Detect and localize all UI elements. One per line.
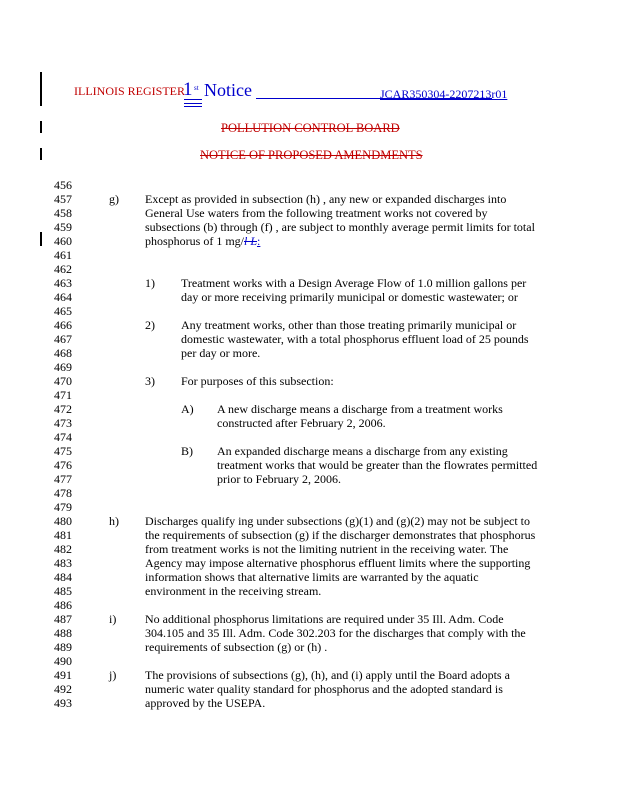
subsection-h-line: Agency may impose alternative phosphorus effluent limits where the supporting [145, 556, 531, 570]
subsection-g-line [145, 234, 260, 248]
item-a-line: A new discharge means a discharge from a treatment works [217, 402, 503, 416]
line-number: 480 [54, 514, 72, 528]
subsection-i-label: i) [109, 612, 117, 626]
item-2-line: domestic wastewater, with a total phosphorus effluent load of 25 pounds [181, 332, 529, 346]
line-number: 463 [54, 276, 72, 290]
item-2-line: Any treatment works, other than those treating primarily municipal or [181, 318, 517, 332]
line-number: 489 [54, 640, 72, 654]
subsection-h-label: h) [109, 514, 119, 528]
subsection-g-line: General Use waters from the following treatment works not covered by [145, 206, 488, 220]
line-number: 479 [54, 500, 72, 514]
line-number: 491 [54, 668, 72, 682]
subsection-h-line: information shows that alternative limits are warranted by the aquatic [145, 570, 479, 584]
line-number: 468 [54, 346, 72, 360]
line-number: 482 [54, 542, 72, 556]
subsection-j-line: The provisions of subsections (g), (h), and (i) apply until the Board adopts a [145, 668, 510, 682]
line-number: 475 [54, 444, 72, 458]
item-b-line: treatment works that would be greater than the flowrates permitted [217, 458, 538, 472]
line-number: 458 [54, 206, 72, 220]
subsection-g-label: g) [109, 192, 119, 206]
item-1-label: 1) [145, 276, 155, 290]
board-title: POLLUTION CONTROL BOARD [221, 121, 400, 135]
subsection-j-line: approved by the USEPA. [145, 696, 266, 710]
change-bar-board [40, 121, 42, 133]
line-number: 464 [54, 290, 72, 304]
subsection-g-line: subsections (b) through (f) , are subject to monthly average permit limits for total [145, 220, 535, 234]
item-a-line: constructed after February 2, 2006. [217, 416, 386, 430]
line-number: 457 [54, 192, 72, 206]
issue-number: 1 [183, 79, 193, 100]
item-2-line: per day or more. [181, 346, 261, 360]
line-number: 473 [54, 416, 72, 430]
line-number: 460 [54, 234, 72, 248]
notice-type-title: NOTICE OF PROPOSED AMENDMENTS [200, 148, 423, 162]
item-1-line: day or more receiving primarily municipal or domestic wastewater; or [181, 290, 518, 304]
line-number: 477 [54, 472, 72, 486]
line-number: 484 [54, 570, 72, 584]
subsection-h-line: environment in the receiving stream. [145, 584, 322, 598]
subsection-j-label: j) [109, 668, 117, 682]
line-number: 462 [54, 262, 72, 276]
line-number: 487 [54, 612, 72, 626]
inserted-unit-text: l L [244, 234, 258, 248]
line-number: 466 [54, 318, 72, 332]
line-number: 490 [54, 654, 72, 668]
line-number: 461 [54, 248, 72, 262]
item-b-label: B) [181, 444, 193, 458]
notice-label: Notice [204, 80, 252, 100]
line-number: 470 [54, 374, 72, 388]
insert-underline-mark [184, 99, 202, 104]
line-number: 465 [54, 304, 72, 318]
line-number: 492 [54, 682, 72, 696]
subsection-g-last-text: phosphorus of 1 mg/ [145, 234, 244, 248]
subsection-i-line: requirements of subsection (g) or (h) . [145, 640, 328, 654]
line-number: 471 [54, 388, 72, 402]
inserted-colon: : [257, 234, 261, 248]
subsection-j-line: numeric water quality standard for phosphorus and the adopted standard is [145, 682, 503, 696]
subsection-h-line: from treatment works is not the limiting nutrient in the receiving water. The [145, 542, 509, 556]
line-number: 488 [54, 626, 72, 640]
line-number: 459 [54, 220, 72, 234]
item-a-label: A) [181, 402, 194, 416]
subsection-g-line: Except as provided in subsection (h) , any new or expanded discharges into [145, 192, 507, 206]
change-bar-line-460 [40, 232, 42, 246]
line-number: 483 [54, 556, 72, 570]
change-bar-notice [40, 148, 42, 160]
insert-underline-mark-2 [184, 106, 202, 107]
change-bar-header [40, 72, 42, 106]
subsection-i-line: No additional phosphorus limitations are required under 35 Ill. Adm. Code [145, 612, 504, 626]
item-b-line: prior to February 2, 2006. [217, 472, 341, 486]
subsection-h-line: Discharges qualify ing under subsections (g)(1) and (g)(2) may not be subject to [145, 514, 531, 528]
line-number: 485 [54, 584, 72, 598]
subsection-h-line: the requirements of subsection (g) if the discharger demonstrates that phosphorus [145, 528, 536, 542]
item-1-line: Treatment works with a Design Average Flow of 1.0 million gallons per [181, 276, 527, 290]
line-number: 456 [54, 178, 72, 192]
line-number: 467 [54, 332, 72, 346]
subsection-i-line: 304.105 and 35 Ill. Adm. Code 302.203 for the discharges that comply with the [145, 626, 526, 640]
line-number: 481 [54, 528, 72, 542]
issue-suffix: st [194, 84, 199, 92]
line-number: 469 [54, 360, 72, 374]
line-number: 493 [54, 696, 72, 710]
line-number: 476 [54, 458, 72, 472]
item-2-label: 2) [145, 318, 155, 332]
jcar-code: JCAR350304-2207213r01 [380, 87, 508, 101]
item-b-line: An expanded discharge means a discharge from any existing [217, 444, 508, 458]
line-number: 474 [54, 430, 72, 444]
item-3-label: 3) [145, 374, 155, 388]
line-number: 478 [54, 486, 72, 500]
register-label: ILLINOIS REGISTER [74, 84, 185, 98]
line-number: 472 [54, 402, 72, 416]
item-3-line: For purposes of this subsection: [181, 374, 334, 388]
line-number: 486 [54, 598, 72, 612]
